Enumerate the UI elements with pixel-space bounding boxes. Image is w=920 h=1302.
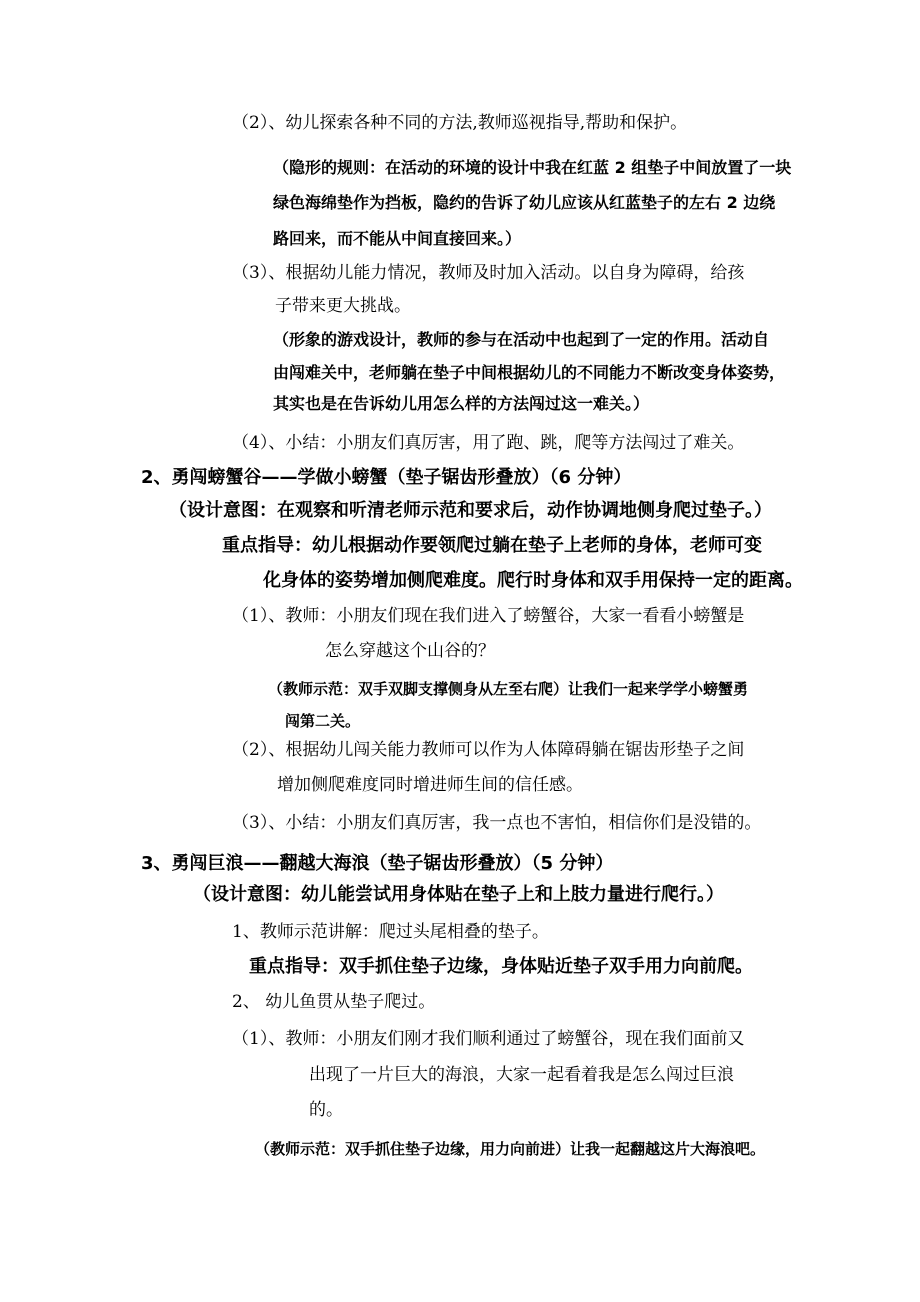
section-2-demo-note-line-1: （教师示范：双手双脚支撑侧身从左至右爬）让我们一起来学学小螃蟹勇 <box>268 680 749 698</box>
note-game-design-line-3: 其实也是在告诉幼儿用怎么样的方法闯过这一难关。） <box>273 394 650 413</box>
section-3-item-2: 2、 幼儿鱼贯从垫子爬过。 <box>232 992 436 1012</box>
section-2-step-3-summary: （3）、小结：小朋友们真厉害，我一点也不害怕，相信你们是没错的。 <box>232 813 762 833</box>
section-3-step-1-line-3: 的。 <box>309 1100 343 1120</box>
note-game-design-line-2: 由闯难关中，老师躺在垫子中间根据幼儿的不同能力不断改变身体姿势， <box>273 363 786 382</box>
step-3-teacher-joins-line-1: （3）、根据幼儿能力情况，教师及时加入活动。以自身为障碍，给孩 <box>232 263 745 283</box>
section-3-key-guidance: 重点指导：双手抓住垫子边缘，身体贴近垫子双手用力向前爬。 <box>249 956 753 977</box>
section-2-design-intent: （设计意图：在观察和听清老师示范和要求后，动作协调地侧身爬过垫子。） <box>169 500 772 521</box>
section-2-key-guidance-line-1: 重点指导：幼儿根据动作要领爬过躺在垫子上老师的身体，老师可变 <box>222 535 762 556</box>
section-3-item-1: 1、教师示范讲解：爬过头尾相叠的垫子。 <box>232 922 549 942</box>
section-2-key-guidance-line-2: 化身体的姿势增加侧爬难度。爬行时身体和双手用保持一定的距离。 <box>263 570 803 591</box>
note-hidden-rule-line-3: 路回来，而不能从中间直接回来。） <box>273 229 522 248</box>
section-2-demo-note-line-2: 闯第二关。 <box>285 712 361 730</box>
step-2-explore: （2）、幼儿探索各种不同的方法,教师巡视指导,帮助和保护。 <box>232 113 688 133</box>
section-3-step-1-line-1: （1）、教师：小朋友们刚才我们顺利通过了螃蟹谷，现在我们面前又 <box>232 1029 745 1049</box>
note-game-design-line-1: （形象的游戏设计，教师的参与在活动中也起到了一定的作用。活动自 <box>273 330 770 349</box>
step-3-teacher-joins-line-2: 子带来更大挑战。 <box>275 296 411 316</box>
section-2-step-1-line-1: （1）、教师：小朋友们现在我们进入了螃蟹谷，大家一看看小螃蟹是 <box>232 606 745 626</box>
section-2-step-2-line-1: （2）、根据幼儿闯关能力教师可以作为人体障碍躺在锯齿形垫子之间 <box>232 740 745 760</box>
note-hidden-rule-line-1: （隐形的规则：在活动的环境的设计中我在红蓝 2 组垫子中间放置了一块 <box>273 158 792 177</box>
section-2-step-1-line-2: 怎么穿越这个山谷的？ <box>325 641 495 661</box>
step-4-summary: （4）、小结：小朋友们真厉害，用了跑、跳，爬等方法闯过了难关。 <box>232 433 745 453</box>
section-3-design-intent: （设计意图：幼儿能尝试用身体贴在垫子上和上肢力量进行爬行。） <box>193 884 724 905</box>
section-2-heading: 2、勇闯螃蟹谷——学做小螃蟹（垫子锯齿形叠放）（6 分钟） <box>141 467 632 488</box>
section-2-step-2-line-2: 增加侧爬难度同时增进师生间的信任感。 <box>277 775 583 795</box>
note-hidden-rule-line-2: 绿色海绵垫作为挡板，隐约的告诉了幼儿应该从红蓝垫子的左右 2 边绕 <box>273 193 776 212</box>
section-3-step-1-line-2: 出现了一片巨大的海浪，大家一起看着我是怎么闯过巨浪 <box>309 1065 734 1085</box>
section-3-demo-note: （教师示范：双手抓住垫子边缘，用力向前进）让我一起翻越这片大海浪吧。 <box>255 1140 766 1158</box>
section-3-heading: 3、勇闯巨浪——翻越大海浪（垫子锯齿形叠放）（5 分钟） <box>141 853 614 874</box>
